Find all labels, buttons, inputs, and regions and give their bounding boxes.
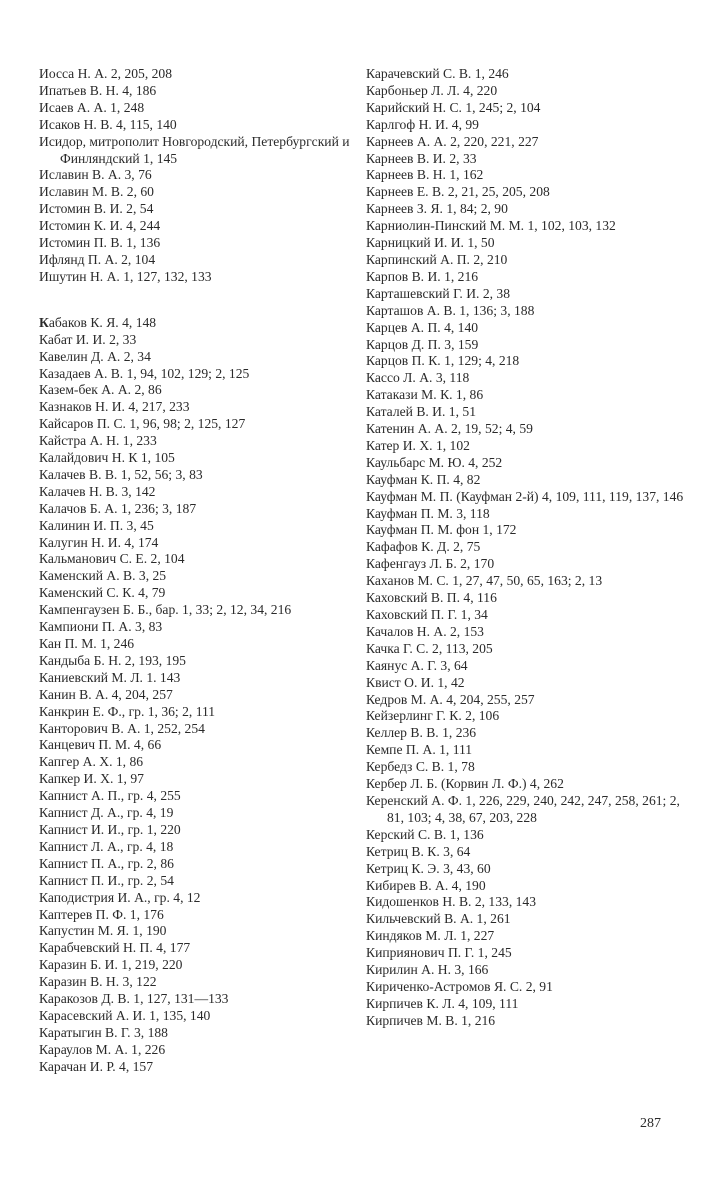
index-entry: Каптерев П. Ф. 1, 176 [39, 906, 164, 922]
index-entry: Истомин В. И. 2, 54 [39, 201, 154, 217]
index-entry: Кайстра А. Н. 1, 233 [39, 433, 157, 449]
index-entry: Кауфман М. П. (Кауфман 2-й) 4, 109, 111, 119, 137, 146 [366, 488, 684, 504]
index-entry: Ифлянд П. А. 2, 104 [39, 251, 156, 267]
index-entry: Кильчевский В. А. 1, 261 [366, 911, 511, 927]
index-entry: Катер И. Х. 1, 102 [366, 437, 470, 453]
index-entry: Иславин В. А. 3, 76 [39, 167, 152, 183]
index-entry: Капгер А. Х. 1, 86 [39, 754, 144, 770]
index-entry: Карнеев Е. В. 2, 21, 25, 205, 208 [366, 184, 550, 200]
index-entry: Казем-бек А. А. 2, 86 [39, 382, 162, 398]
index-entry: Карлгоф Н. И. 4, 99 [366, 116, 479, 132]
index-column-right [366, 66, 684, 1030]
index-entry: Карбоньер Л. Л. 4, 220 [366, 82, 498, 98]
index-entry: Капнист П. А., гр. 2, 86 [39, 855, 174, 871]
index-entry: Калинин И. П. 3, 45 [39, 517, 154, 533]
index-entry: Капнист П. И., гр. 2, 54 [39, 872, 174, 888]
index-entry: Карцов П. К. 1, 129; 4, 218 [366, 353, 520, 369]
index-entry: Исидор, митрополит Новгородский, Петербургский и Финляндский 1, 145 [39, 133, 350, 166]
page-number: 287 [640, 1116, 661, 1131]
index-entry: Кириченко-Астромов Я. С. 2, 91 [366, 978, 553, 994]
index-entry: Караулов М. А. 1, 226 [39, 1041, 166, 1057]
index-entry: Карасевский А. И. 1, 135, 140 [39, 1007, 211, 1023]
index-entry: Канцевич П. М. 4, 66 [39, 737, 162, 753]
index-entry: Кайсаров П. С. 1, 96, 98; 2, 125, 127 [39, 416, 246, 432]
index-entry: Кауфман К. П. 4, 82 [366, 471, 481, 487]
index-entry: Каразин В. Н. 3, 122 [39, 974, 157, 990]
index-entry: Качалов Н. А. 2, 153 [366, 623, 484, 639]
index-entry: Керенский А. Ф. 1, 226, 229, 240, 242, 247, 258, 261; 2, 81, 103; 4, 38, 67, 203, 228 [366, 792, 680, 825]
index-entry: Каниевский М. Л. 1. 143 [39, 669, 181, 685]
index-entry: Казнаков Н. И. 4, 217, 233 [39, 399, 190, 415]
index-column-left [39, 66, 351, 1076]
index-entry: Карнеев В. И. 2, 33 [366, 150, 477, 166]
index-entry: Кидошенков Н. В. 2, 133, 143 [366, 894, 537, 910]
index-entry: Киприянович П. Г. 1, 245 [366, 945, 512, 961]
index-entry: Истомин К. И. 4, 244 [39, 218, 161, 234]
index-entry: Кетриц В. К. 3, 64 [366, 843, 471, 859]
index-entry: Карницкий И. И. 1, 50 [366, 235, 495, 251]
index-entry: Калачев Н. В. 3, 142 [39, 483, 156, 499]
index-entry: Кербер Л. Б. (Корвин Л. Ф.) 4, 262 [366, 776, 564, 792]
index-entry: Кальманович С. Е. 2, 104 [39, 551, 185, 567]
index-entry: Ишутин Н. А. 1, 127, 132, 133 [39, 268, 212, 284]
index-entry: Карачан И. Р. 4, 157 [39, 1058, 154, 1074]
index-entry: Кербедз С. В. 1, 78 [366, 759, 475, 775]
index-entry: Каразин Б. И. 1, 219, 220 [39, 957, 183, 973]
index-entry: Келлер В. В. 1, 236 [366, 725, 477, 741]
index-entry: Каменский С. К. 4, 79 [39, 585, 166, 601]
index-entry: Квист О. И. 1, 42 [366, 674, 465, 690]
index-entry: Каханов М. С. 1, 27, 47, 50, 65, 163; 2, 13 [366, 573, 603, 589]
index-entry: Кафенгауз Л. Б. 2, 170 [366, 556, 495, 572]
index-entry: Канкрин Е. Ф., гр. 1, 36; 2, 111 [39, 703, 216, 719]
index-entry: Калачев В. В. 1, 52, 56; 3, 83 [39, 466, 203, 482]
index-entry: Капнист Д. А., гр. 4, 19 [39, 805, 174, 821]
index-entry: Каталей В. И. 1, 51 [366, 404, 476, 420]
index-entry: Каратыгин В. Г. 3, 188 [39, 1024, 168, 1040]
index-entry: Капустин М. Я. 1, 190 [39, 923, 167, 939]
index-entry: Кемпе П. А. 1, 111 [366, 742, 473, 758]
index-entry: Иславин М. В. 2, 60 [39, 184, 154, 200]
index-entry: Истомин П. В. 1, 136 [39, 235, 161, 251]
index-entry: Карцов Д. П. 3, 159 [366, 336, 479, 352]
index-entry: Казадаев А. В. 1, 94, 102, 129; 2, 125 [39, 365, 250, 381]
index-entry: Карнеев З. Я. 1, 84; 2, 90 [366, 201, 508, 217]
index-entry: Каменский А. В. 3, 25 [39, 568, 167, 584]
index-entry: Капнист Л. А., гр. 4, 18 [39, 838, 174, 854]
index-entry: Кампенгаузен Б. Б., бар. 1, 33; 2, 12, 34, 216 [39, 602, 292, 618]
letter-section-gap [39, 286, 351, 315]
index-entry: Кампиони П. А. 3, 83 [39, 619, 163, 635]
index-entry: Карпов В. И. 1, 216 [366, 268, 479, 284]
index-entry: Карниолин-Пинский М. М. 1, 102, 103, 132 [366, 218, 616, 234]
index-entry: Каховский В. П. 4, 116 [366, 590, 497, 606]
index-entry: Каянус А. Г. 3, 64 [366, 657, 468, 673]
index-entry: Кандыба Б. Н. 2, 193, 195 [39, 652, 186, 668]
index-entry: Керский С. В. 1, 136 [366, 826, 484, 842]
index-entry: Кан П. М. 1, 246 [39, 636, 135, 651]
index-entry: Кабаков К. Я. 4, 148 [39, 314, 157, 330]
index-entry: Канин В. А. 4, 204, 257 [39, 686, 173, 702]
index-entry: Карабчевский Н. П. 4, 177 [39, 940, 191, 956]
index-entry: Калайдович Н. К 1, 105 [39, 450, 175, 466]
index-entry: Кирилин А. Н. 3, 166 [366, 962, 489, 978]
index-entry: Кирпичев К. Л. 4, 109, 111 [366, 995, 519, 1011]
index-entry: Исаев А. А. 1, 248 [39, 99, 145, 115]
index-entry: Кауфман П. М. 3, 118 [366, 505, 490, 521]
index-entry: Кедров М. А. 4, 204, 255, 257 [366, 691, 535, 707]
index-entry: Карачевский С. В. 1, 246 [366, 66, 509, 81]
index-entry: Катенин А. А. 2, 19, 52; 4, 59 [366, 421, 533, 437]
index-entry: Киндяков М. Л. 1, 227 [366, 928, 495, 944]
index-entry: Кирпичев М. В. 1, 216 [366, 1012, 496, 1028]
index-entry: Каподистрия И. А., гр. 4, 12 [39, 889, 201, 905]
index-entry: Исаков Н. В. 4, 115, 140 [39, 116, 177, 132]
index-entry: Карнеев А. А. 2, 220, 221, 227 [366, 133, 539, 149]
index-entry: Кейзерлинг Г. К. 2, 106 [366, 708, 500, 724]
index-entry: Ипатьев В. Н. 4, 186 [39, 82, 157, 98]
index-entry: Капнист А. П., гр. 4, 255 [39, 788, 181, 804]
index-entry: Катакази М. К. 1, 86 [366, 387, 484, 403]
index-entry: Канторович В. А. 1, 252, 254 [39, 720, 205, 736]
index-entry: Каульбарс М. Ю. 4, 252 [366, 454, 503, 470]
index-entry: Каракозов Д. В. 1, 127, 131—133 [39, 991, 229, 1007]
index-entry: Карнеев В. Н. 1, 162 [366, 167, 484, 183]
index-entry: Кабат И. И. 2, 33 [39, 331, 137, 347]
index-entry: Карташов А. В. 1, 136; 3, 188 [366, 302, 535, 318]
index-entry: Калачов Б. А. 1, 236; 3, 187 [39, 500, 197, 516]
index-entry: Кавелин Д. А. 2, 34 [39, 348, 151, 364]
index-entry: Качка Г. С. 2, 113, 205 [366, 640, 493, 656]
index-entry: Иосса Н. А. 2, 205, 208 [39, 66, 173, 81]
index-entry: Кауфман П. М. фон 1, 172 [366, 522, 517, 538]
index-entry: Карпинский А. П. 2, 210 [366, 251, 508, 267]
index-entry: Калугин Н. И. 4, 174 [39, 534, 159, 550]
index-entry: Кассо Л. А. 3, 118 [366, 370, 470, 386]
index-entry: Карийский Н. С. 1, 245; 2, 104 [366, 99, 541, 115]
index-entry: Кибирев В. А. 4, 190 [366, 877, 486, 893]
index-entry: Капкер И. Х. 1, 97 [39, 771, 144, 787]
index-entry: Капнист И. И., гр. 1, 220 [39, 821, 181, 837]
index-entry: Кафафов К. Д. 2, 75 [366, 539, 481, 555]
index-entry: Каховский П. Г. 1, 34 [366, 607, 488, 622]
index-entry: Карташевский Г. И. 2, 38 [366, 285, 511, 301]
index-entry: Карцев А. П. 4, 140 [366, 319, 479, 335]
index-entry: Кетриц К. Э. 3, 43, 60 [366, 860, 491, 876]
